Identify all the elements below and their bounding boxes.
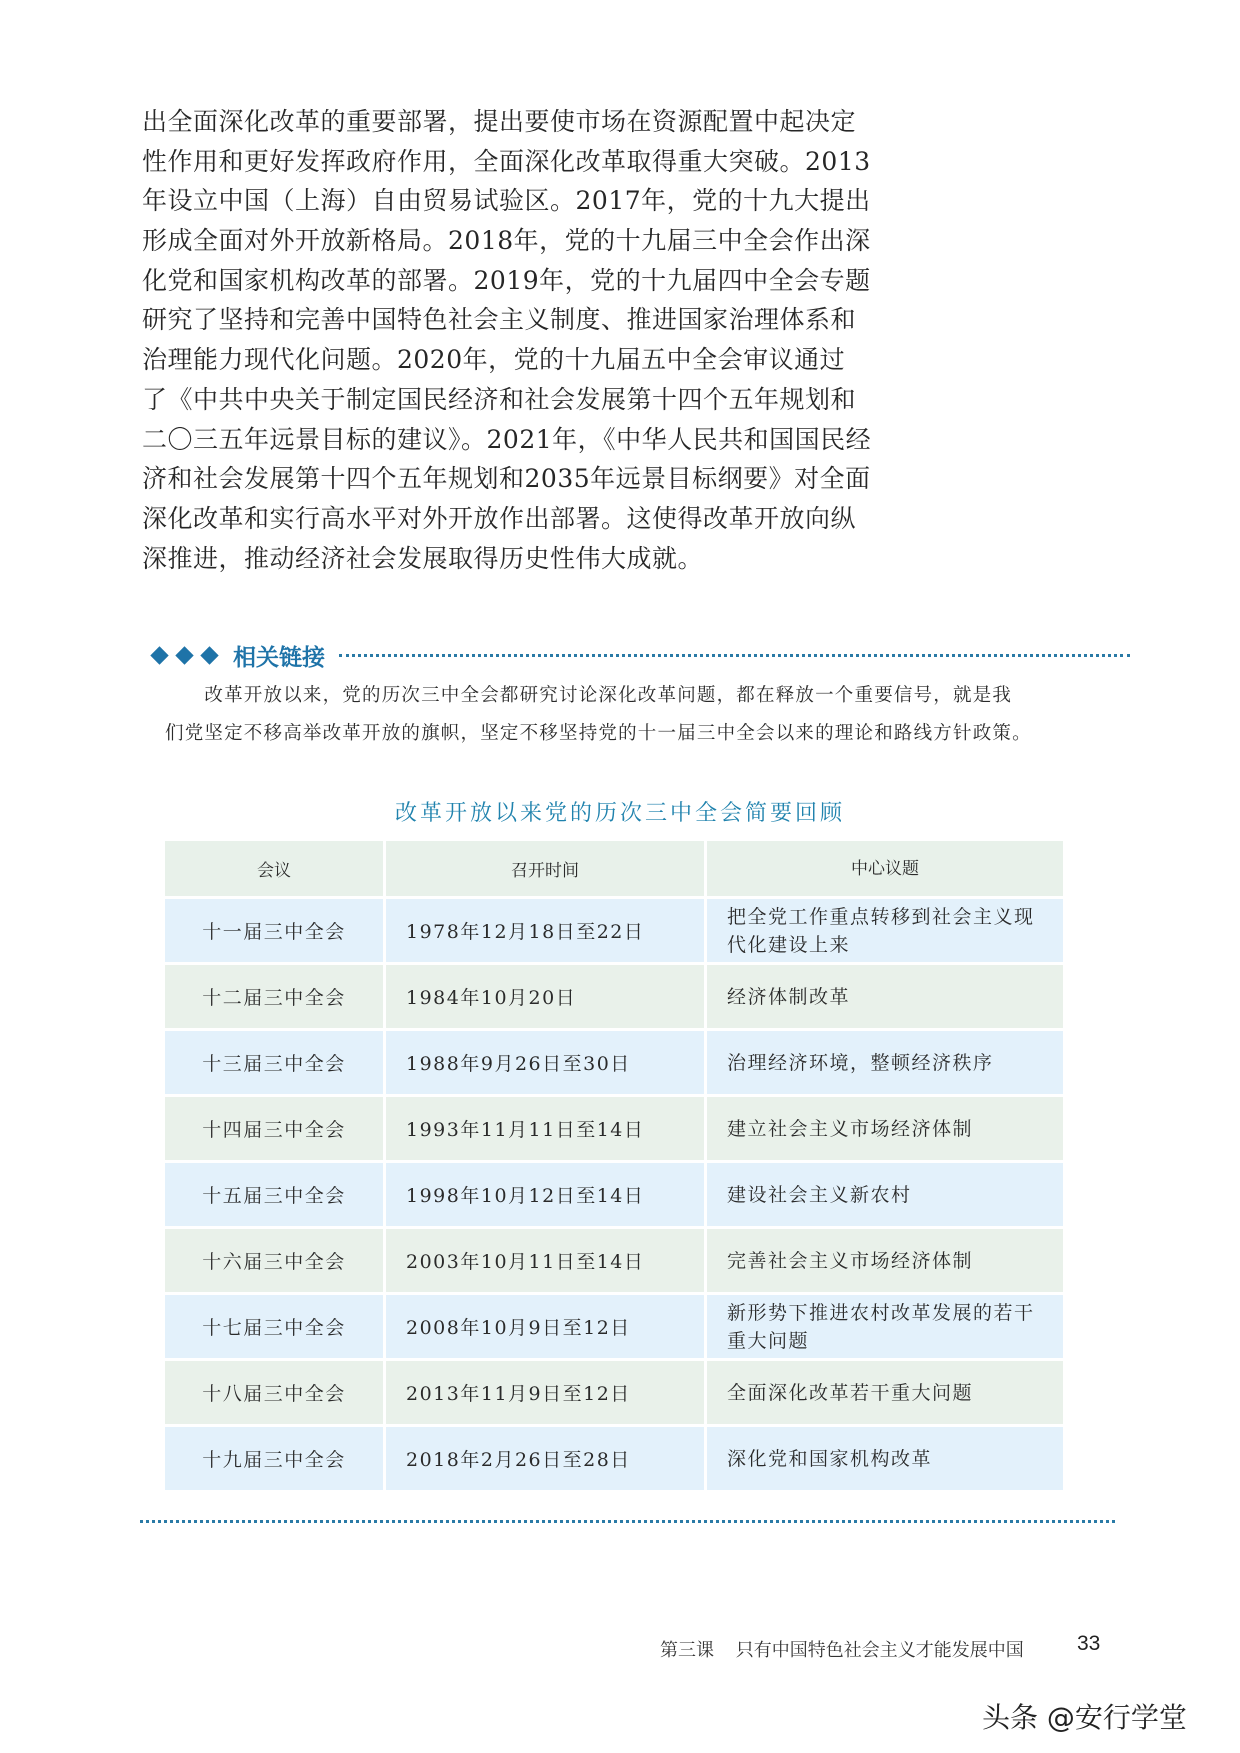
body-line: 了《中共中央关于制定国民经济和社会发展第十四个五年规划和	[142, 384, 857, 414]
plenum-table	[165, 841, 1063, 1493]
cell-meeting: 十二届三中全会	[165, 965, 383, 1028]
cell-topic: 经济体制改革	[707, 965, 1063, 1028]
page-footer	[660, 1636, 1024, 1662]
table-row	[165, 1031, 1063, 1094]
body-line: 二〇三五年远景目标的建议》。2021年，《中华人民共和国国民经	[142, 424, 872, 454]
cell-topic: 建立社会主义市场经济体制	[707, 1097, 1063, 1160]
cell-meeting: 十三届三中全会	[165, 1031, 383, 1094]
cell-date: 1978年12月18日至22日	[386, 899, 704, 962]
cell-topic: 完善社会主义市场经济体制	[707, 1229, 1063, 1292]
body-paragraph	[142, 102, 882, 578]
cell-topic: 新形势下推进农村改革发展的若干重大问题	[707, 1295, 1063, 1358]
body-line: 形成全面对外开放新格局。2018年，党的十九届三中全会作出深	[142, 226, 871, 256]
cell-date: 2008年10月9日至12日	[386, 1295, 704, 1358]
table-row	[165, 1427, 1063, 1490]
body-line: 出全面深化改革的重要部署，提出要使市场在资源配置中起决定	[142, 107, 857, 136]
table-title: 改革开放以来党的历次三中全会简要回顾	[394, 801, 845, 826]
body-line: 深推进，推动经济社会发展取得历史性伟大成就。	[142, 543, 704, 573]
cell-date: 1998年10月12日至14日	[386, 1163, 704, 1226]
cell-date: 2003年10月11日至14日	[386, 1229, 704, 1292]
cell-meeting: 十七届三中全会	[165, 1295, 383, 1358]
cell-meeting: 十四届三中全会	[165, 1097, 383, 1160]
body-line: 年设立中国（上海）自由贸易试验区。2017年，党的十九大提出	[142, 186, 871, 216]
cell-meeting: 十九届三中全会	[165, 1427, 383, 1490]
cell-meeting: 十五届三中全会	[165, 1163, 383, 1226]
table-row	[165, 1295, 1063, 1358]
cell-topic: 建设社会主义新农村	[707, 1163, 1063, 1226]
footer-chapter-title: 只有中国特色社会主义才能发展中国	[735, 1640, 1024, 1661]
header-topic: 中心议题	[707, 841, 1063, 896]
table-row	[165, 965, 1063, 1028]
diamond-icon	[200, 646, 218, 664]
cell-meeting: 十八届三中全会	[165, 1361, 383, 1424]
cell-date: 1993年11月11日至14日	[386, 1097, 704, 1160]
cell-date: 1984年10月20日	[386, 965, 704, 1028]
cell-meeting: 十一届三中全会	[165, 899, 383, 962]
page-number: 33	[1077, 1632, 1101, 1655]
cell-meeting: 十六届三中全会	[165, 1229, 383, 1292]
footer-lesson: 第三课	[660, 1640, 714, 1661]
table-row	[165, 1097, 1063, 1160]
cell-topic: 全面深化改革若干重大问题	[707, 1361, 1063, 1424]
header-meeting: 会议	[165, 841, 383, 896]
body-line: 化党和国家机构改革的部署。2019年，党的十九届四中全会专题	[142, 265, 871, 295]
body-line: 济和社会发展第十四个五年规划和2035年远景目标纲要》对全面	[142, 464, 871, 494]
dotted-divider	[339, 654, 1130, 657]
related-link-header	[150, 637, 1130, 673]
cell-date: 2013年11月9日至12日	[386, 1361, 704, 1424]
table-row	[165, 1163, 1063, 1226]
diamond-icon	[150, 646, 168, 664]
related-link-title: 相关链接	[233, 644, 325, 671]
table-row	[165, 899, 1063, 962]
table-header-row	[165, 841, 1063, 896]
watermark: 头条 @安行学堂	[982, 1701, 1187, 1734]
cell-topic: 深化党和国家机构改革	[707, 1427, 1063, 1490]
cell-topic: 把全党工作重点转移到社会主义现代化建设上来	[707, 899, 1063, 962]
body-line: 性作用和更好发挥政府作用，全面深化改革取得重大突破。2013	[142, 146, 871, 176]
cell-date: 1988年9月26日至30日	[386, 1031, 704, 1094]
related-link-text	[165, 677, 1095, 753]
diamond-bullets-icon	[150, 649, 219, 662]
header-date: 召开时间	[386, 841, 704, 896]
table-row	[165, 1361, 1063, 1424]
related-link-line: 们党坚定不移高举改革开放的旗帜，坚定不移坚持党的十一届三中全会以来的理论和路线方针政策。	[165, 723, 1032, 744]
related-link-line: 改革开放以来，党的历次三中全会都研究讨论深化改革问题，都在释放一个重要信号，就是我	[165, 685, 1013, 706]
body-line: 研究了坚持和完善中国特色社会主义制度、推进国家治理体系和	[142, 305, 857, 335]
body-line: 深化改革和实行高水平对外开放作出部署。这使得改革开放向纵	[142, 503, 857, 533]
table-row	[165, 1229, 1063, 1292]
body-line: 治理能力现代化问题。2020年，党的十九届五中全会审议通过	[142, 345, 846, 375]
cell-topic: 治理经济环境，整顿经济秩序	[707, 1031, 1063, 1094]
dotted-divider-bottom	[140, 1520, 1115, 1523]
cell-date: 2018年2月26日至28日	[386, 1427, 704, 1490]
diamond-icon	[175, 646, 193, 664]
